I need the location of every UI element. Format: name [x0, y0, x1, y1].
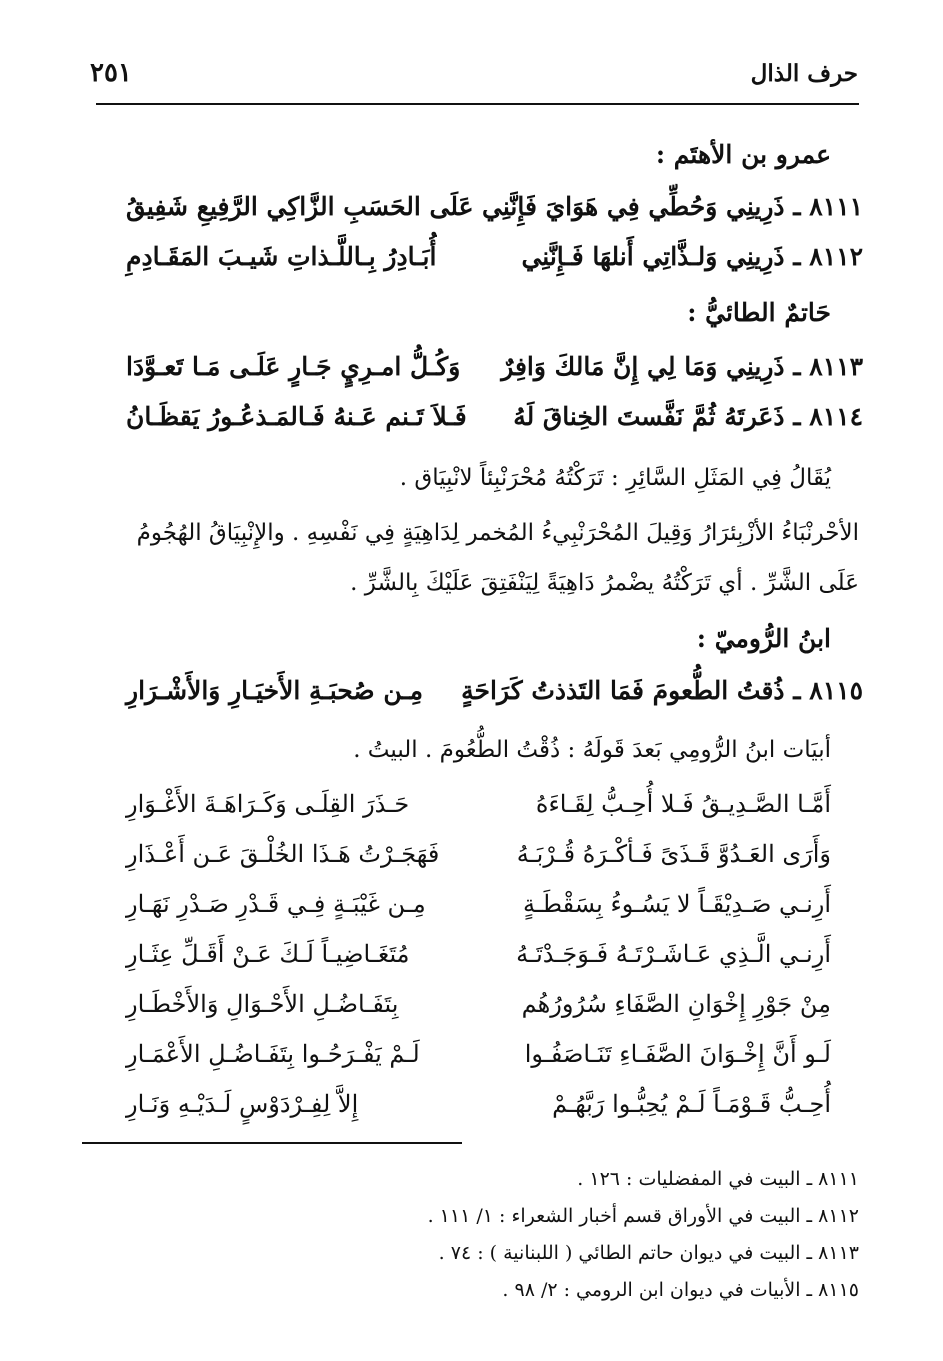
verse-line-first-hemistich: أَرِنـي صَـدِيْقَـاً لا يَسُـوءُ بِسَقْطَـةٍ [523, 890, 831, 918]
page-number: ٢٥١ [90, 58, 132, 88]
verse-line-second-hemistich: فَهَجَـرْتُ هَـذَا الخُلْـقَ عَـن أَعْـذَارِ [126, 840, 440, 868]
verse-8114-second-hemistich: فَـلاَ تَـنم عَـنهُ فَـالمَـذعُـورُ يَقظَـانُ [126, 402, 467, 431]
prose-explanation-line-1: الأحْرنْبَاءُ الأزْبِئرَارُ وَقِيلَ المُحْرَنْبِيءُ المُخمر لِدَاهِيَةٍ فِي نَفْسِهِ . والإِنْبِيَاقُ الهُجُومُ [136, 520, 859, 546]
prose-explanation-line-2: عَلَى الشَّرِّ . أي تَرَكْتُهُ يضْمرُ دَاهِيَةً لِيَنْفَتِقَ عَلَيْكَ بِالشَّرِّ . [350, 570, 859, 596]
verse-8113-second-hemistich: وَكُـلُّ امـرِيٍ جَـارٍ عَلَـى مَـا تَعـوَّدَا [126, 352, 461, 381]
verse-8112-first-hemistich: ٨١١٢ ـ ذَرِينِي وَلـذَّاتِي أَنلهَا فَـإِنَّنِي [521, 242, 863, 271]
prose-proverb: يُقَالُ فِي المَثَلِ السَّائِرِ : تَرَكْتُهُ مُحْرَنْبِئاً لانْبِيَاق . [399, 465, 831, 491]
verse-line-first-hemistich: أَمَّـا الصَّـدِيـقُ فَـلا أُحِـبُّ لِقَـاءَهُ [535, 790, 831, 818]
verse-line-second-hemistich: إِلاَّ لِفِـرْدَوْسٍ لَـدَيْـهِ وَنَـارِ [126, 1090, 359, 1118]
footnote-8115: ٨١١٥ ـ الأبيات في ديوان ابن الرومي : ٢/ ٩٨ . [502, 1279, 859, 1301]
verse-line-second-hemistich: مِـن غَيْبَـةٍ فِـي قَـدْرِ صَـدْرِ نَهَـارِ [126, 890, 426, 918]
verse-8114-first-hemistich: ٨١١٤ ـ ذَعَرتَهُ ثُمَّ نَفَّستَ الخِناقَ لَهُ [513, 402, 863, 431]
verse-line-second-hemistich: بِتَفَـاضُـلِ الأَحْـوَالِ وَالأَخْطَـارِ [126, 990, 399, 1018]
verse-8111-second-hemistich: عَلَى الحَسَبِ الزَّاكِي الرَّفِيعِ شَفِيقُ [126, 192, 474, 221]
verse-8115-first-hemistich: ٨١١٥ ـ ذُقتُ الطُّعومَ فَمَا التَذذتُ كَرَاحَةٍ [461, 676, 863, 705]
verse-line-first-hemistich: مِنْ جَوْرِ إِخْوَانِ الصَّفَاءِ سُرُورُهُم [521, 990, 831, 1018]
footnote-8113: ٨١١٣ ـ البيت في ديوان حاتم الطائي ( اللبنانية ) : ٧٤ . [438, 1242, 859, 1264]
footnote-8111: ٨١١١ ـ البيت في المفضليات : ١٢٦ . [577, 1168, 859, 1190]
verse-line-first-hemistich: لَـو أَنَّ إِخْـوَانَ الصَّفَـاءِ تَنَـاصَفُـوا [524, 1040, 831, 1068]
verse-line-second-hemistich: لَـمْ يَفْـرَحُـوا بِتَفَـاضُـلِ الأَعْمَـارِ [126, 1040, 420, 1068]
verse-line-first-hemistich: وَأَرَى العَـدُوَّ قَـذَىً فَـأكْـرَهُ قُـرْبَـهُ [516, 840, 831, 868]
verse-line-second-hemistich: حَـذَرَ القِلَـى وَكَـرَاهَـةَ الأَغْـوَارِ [126, 790, 410, 818]
verse-line-first-hemistich: أُحِـبُّ قَـوْمَـاً لَـمْ يُحِبُّـوا رَبَّهُـمْ [552, 1090, 831, 1118]
section-title: حرف الذال [750, 60, 858, 87]
verse-line-first-hemistich: أَرِنـي الَّـذِي عَـاشَـرْتَـهُ فَـوَجَـدْتَـهُ [516, 940, 831, 968]
verse-8113-first-hemistich: ٨١١٣ ـ ذَرِينِي وَمَا لِي إِنَّ مَالكَ وَافِرٌ [501, 352, 863, 381]
poet-name-ibn-rumi: ابنُ الرُّوميّ : [696, 624, 831, 653]
verse-8115-second-hemistich: مِـن صُحبَـةِ الأَخيَـارِ وَالأَشْـرَارِ [126, 676, 424, 705]
footnote-8112: ٨١١٢ ـ البيت في الأوراق قسم أخبار الشعراء : ١/ ١١١ . [427, 1205, 859, 1227]
prose-ibn-rumi-intro: أبيَات ابنُ الرُّومِي بَعدَ قَولَهُ : ذُقْتُ الطُّعُومَ . البيتُ . [353, 737, 831, 763]
verse-8112-second-hemistich: أُبَـادِرُ بِـاللَّـذاتِ شَيـبَ المَقَـادِمِ [126, 242, 437, 271]
poet-name-hatim: حَاتمٌ الطائيُّ : [687, 298, 831, 327]
header-rule [96, 103, 859, 105]
verse-8111-first-hemistich: ٨١١١ ـ ذَرِينِي وَحُطِّي فِي هَوَايَ فَإِنَّنِي [482, 192, 863, 221]
footnote-rule [82, 1142, 462, 1144]
poet-name-amr: عمرو بن الأهتَم : [655, 140, 831, 169]
verse-line-second-hemistich: مُتَغَـاضِيـاً لَـكَ عَـنْ أَقَـلِّ عِثَـارِ [126, 940, 410, 968]
